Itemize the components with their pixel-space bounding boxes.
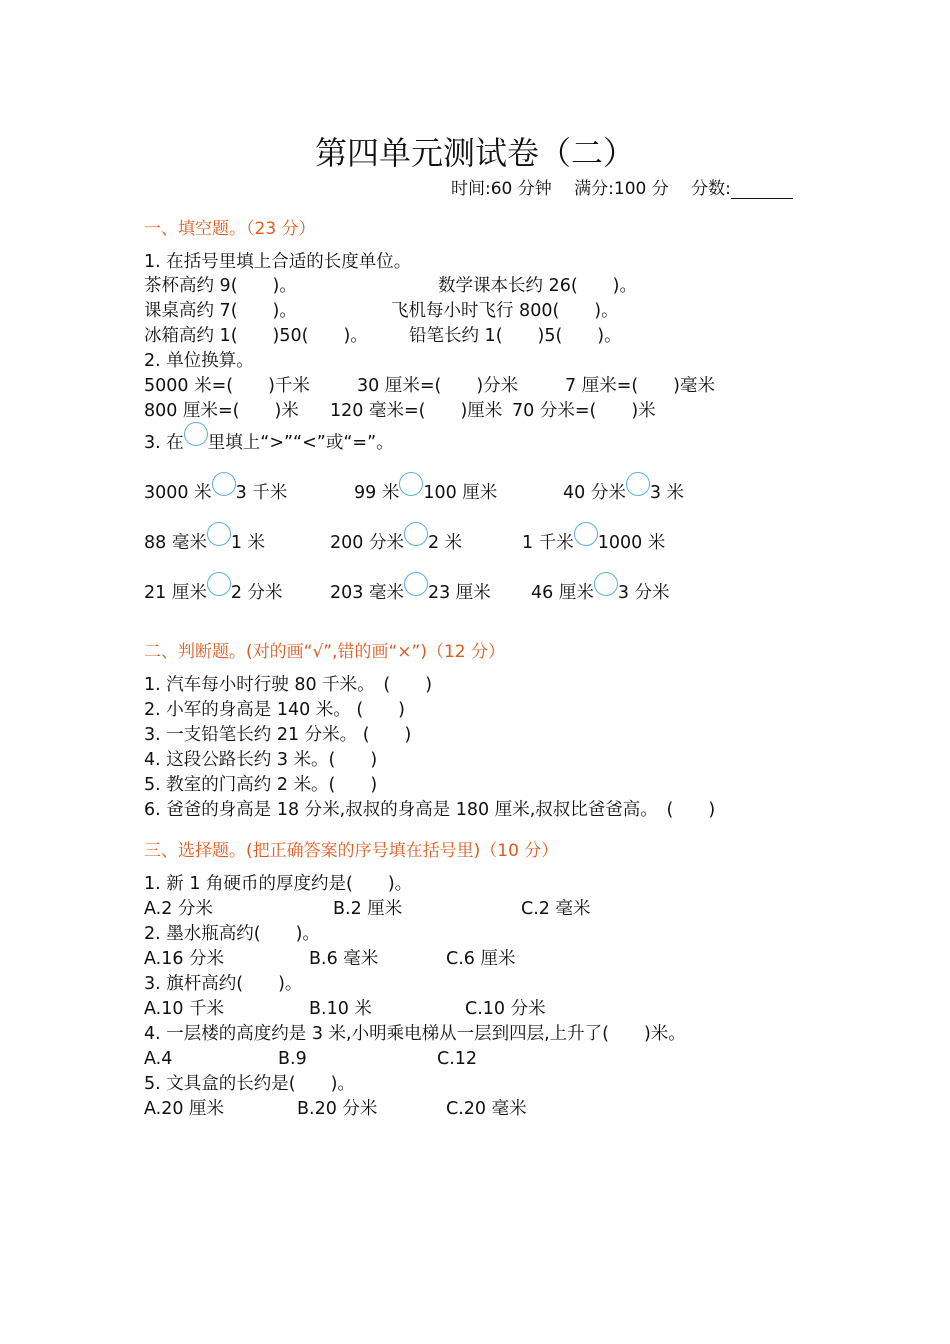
q1-head: 1. 在括号里填上合适的长度单位。 <box>144 252 412 272</box>
choice-option: C.6 厘米 <box>446 949 516 969</box>
choice-option: B.6 毫米 <box>309 949 379 969</box>
compare-blank[interactable] <box>574 522 598 546</box>
q2-b: 30 厘米=( )分米 <box>357 376 519 396</box>
compare-blank[interactable] <box>404 572 428 596</box>
compare-item: 3000 米 3 千米 <box>144 481 287 506</box>
choice-option: C.2 毫米 <box>521 899 591 919</box>
compare-blank[interactable] <box>626 472 650 496</box>
compare-item: 200 分米 2 米 <box>330 531 462 556</box>
choice-stem: 4. 一层楼的高度约是 3 米,小明乘电梯从一层到四层,上升了( )米。 <box>144 1024 686 1044</box>
section-2-heading: 二、判断题。(对的画“√”,错的画“×”)（12 分） <box>144 642 506 662</box>
q2-head: 2. 单位换算。 <box>144 351 254 371</box>
choice-option: B.20 分米 <box>297 1099 378 1119</box>
score-label: 分数: <box>691 179 731 199</box>
compare-item: 21 厘米 2 分米 <box>144 581 283 606</box>
q2-c: 7 厘米=( )毫米 <box>565 376 716 396</box>
choice-stem: 2. 墨水瓶高约( )。 <box>144 924 320 944</box>
section-1-heading: 一、填空题。（23 分） <box>144 219 316 239</box>
choice-option: B.9 <box>278 1049 307 1069</box>
compare-item: 99 米 100 厘米 <box>354 481 497 506</box>
full-score: 满分:100 分 <box>574 179 669 199</box>
compare-blank[interactable] <box>207 522 231 546</box>
q3-head-a: 3. 在 <box>144 433 184 453</box>
q1-d: 飞机每小时飞行 800( )。 <box>391 301 619 321</box>
choice-stem: 1. 新 1 角硬币的厚度约是( )。 <box>144 874 413 894</box>
time-limit: 时间:60 分钟 <box>451 179 552 199</box>
compare-item: 1 千米 1000 米 <box>522 531 665 556</box>
section-3-heading: 三、选择题。(把正确答案的序号填在括号里)（10 分） <box>144 841 559 861</box>
q1-f: 铅笔长约 1( )5( )。 <box>409 326 622 346</box>
compare-blank[interactable] <box>404 522 428 546</box>
choice-option: A.4 <box>144 1049 173 1069</box>
exam-meta <box>451 174 793 199</box>
q1-e: 冰箱高约 1( )50( )。 <box>144 326 368 346</box>
choice-stem: 5. 文具盒的长约是( )。 <box>144 1074 355 1094</box>
page-title: 第四单元测试卷（二） <box>314 134 635 172</box>
judge-item: 1. 汽车每小时行驶 80 千米。 ( ) <box>144 675 433 695</box>
compare-item: 88 毫米 1 米 <box>144 531 265 556</box>
choice-option: B.10 米 <box>309 999 372 1019</box>
choice-option: A.20 厘米 <box>144 1099 225 1119</box>
judge-item: 5. 教室的门高约 2 米。( ) <box>144 775 378 795</box>
choice-stem: 3. 旗杆高约( )。 <box>144 974 303 994</box>
q1-b: 数学课本长约 26( )。 <box>438 276 637 296</box>
judge-item: 3. 一支铅笔长约 21 分米。 ( ) <box>144 725 412 745</box>
q2-f: 70 分米=( )米 <box>512 401 656 421</box>
choice-option: A.16 分米 <box>144 949 225 969</box>
choice-option: C.20 毫米 <box>446 1099 527 1119</box>
compare-blank[interactable] <box>399 472 423 496</box>
choice-option: A.2 分米 <box>144 899 213 919</box>
score-blank[interactable] <box>731 180 793 199</box>
q3-head-b: 里填上“>”“<”或“=”。 <box>207 433 394 453</box>
judge-item: 6. 爸爸的身高是 18 分米,叔叔的身高是 180 厘米,叔叔比爸爸高。 ( ) <box>144 800 716 820</box>
compare-blank[interactable] <box>212 472 236 496</box>
compare-item: 203 毫米 23 厘米 <box>330 581 491 606</box>
q2-e: 120 毫米=( )厘米 <box>330 401 503 421</box>
compare-item: 46 厘米 3 分米 <box>531 581 670 606</box>
judge-item: 4. 这段公路长约 3 米。( ) <box>144 750 378 770</box>
compare-circle-icon <box>184 422 208 446</box>
q1-a: 茶杯高约 9( )。 <box>144 276 297 296</box>
choice-option: C.10 分米 <box>465 999 546 1019</box>
q1-c: 课桌高约 7( )。 <box>144 301 297 321</box>
choice-option: C.12 <box>437 1049 478 1069</box>
judge-item: 2. 小军的身高是 140 米。 ( ) <box>144 700 406 720</box>
compare-blank[interactable] <box>594 572 618 596</box>
choice-option: B.2 厘米 <box>333 899 403 919</box>
compare-blank[interactable] <box>207 572 231 596</box>
choice-option: A.10 千米 <box>144 999 225 1019</box>
q2-a: 5000 米=( )千米 <box>144 376 310 396</box>
compare-item: 40 分米 3 米 <box>563 481 684 506</box>
q3-head <box>144 431 394 456</box>
q2-d: 800 厘米=( )米 <box>144 401 299 421</box>
